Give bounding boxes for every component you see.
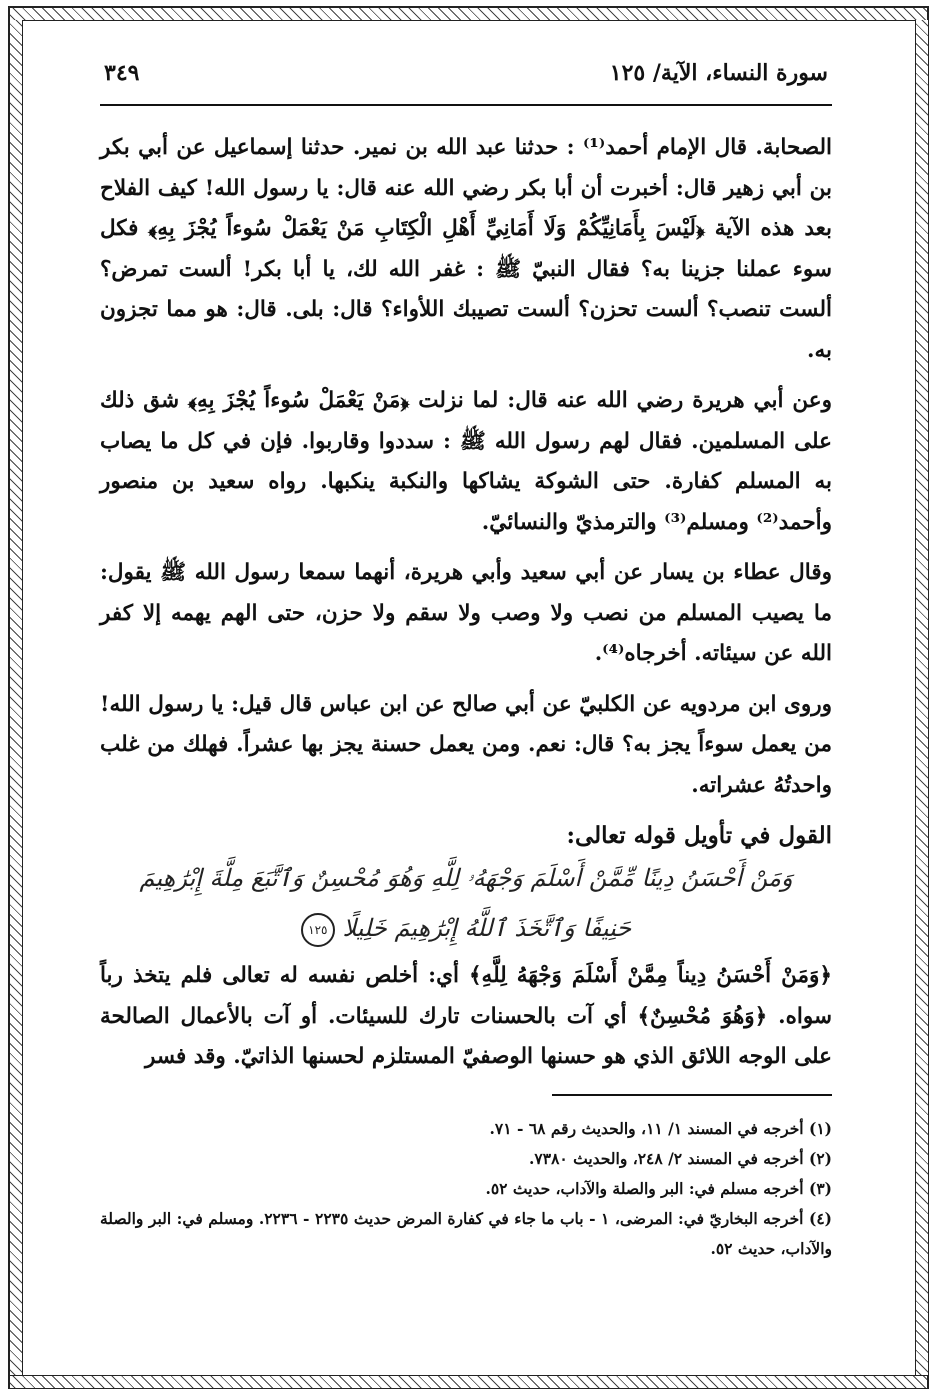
- section-heading: القول في تأويل قوله تعالى:: [566, 822, 832, 849]
- quran-verse-line-1: وَمَنْ أَحْسَنُ دِينًا مِّمَّنْ أَسْلَمَ وَجْهَهُۥ لِلَّهِ وَهُوَ مُحْسِنٌ وَٱتَّبَعَ مِلَّةَ إِبْرَٰهِيمَ: [139, 864, 793, 892]
- quran-verse-line-2: [100, 906, 832, 950]
- page-content: [100, 60, 832, 1264]
- paragraph-2: وعن أبي هريرة رضي الله عنه قال: لما نزلت ﴿مَنْ يَعْمَلْ سُوءاً يُجْزَ بِهِ﴾ شق ذلك على المسلمين. فقال لهم رسول الله ﷺ : سددوا وقاربوا. فإن في كل ما يصاب به المسلم كفارة. حتى الشوكة يشاكها والنكبة ينكبها. رواه سعيد بن منصور وأحمد⁽²⁾ ومسلم⁽³⁾ والترمذيّ والنسائيّ.: [100, 388, 832, 535]
- footnote-1: (١) أخرجه في المسند ١/ ١١، والحديث رقم ٦٨ - ٧١.: [489, 1118, 832, 1138]
- quran-verse-line-2-text: حَنِيفًا وَٱتَّخَذَ ٱللَّهُ إِبْرَٰهِيمَ خَلِيلًا: [342, 914, 632, 942]
- paragraph-5: ﴿وَمَنْ أَحْسَنُ دِيناً مِمَّنْ أَسْلَمَ وَجْهَهُ لِلَّهِ﴾ أي: أخلص نفسه له تعالى فلم يتخذ رباً سواه. ﴿وَهُوَ مُحْسِنٌ﴾ أي آت بالحسنات تارك للسيئات. أو آت بالأعمال الصالحة على الوجه اللائق الذي هو حسنها الوصفيّ المستلزم لحسنها الذاتيّ. وقد فسر: [100, 963, 832, 1069]
- ornamental-border-right: [915, 20, 928, 1375]
- paragraph-3: وقال عطاء بن يسار عن أبي سعيد وأبي هريرة، أنهما سمعا رسول الله ﷺ يقول: ما يصيب المسلم من نصب ولا وصب ولا سقم ولا حزن، حتى الهم يهمه إلا كفر الله عن سيئاته. أخرجاه⁽⁴⁾.: [100, 560, 832, 666]
- footnote-3: (٣) أخرجه مسلم في: البر والصلة والآداب، حديث ٥٢.: [485, 1178, 832, 1198]
- ornamental-border-top: [10, 8, 927, 21]
- running-title: سورة النساء، الآية/ ١٢٥: [609, 60, 828, 86]
- ornamental-border-bottom: [10, 1375, 927, 1388]
- paragraph-4: وروى ابن مردويه عن الكلبيّ عن أبي صالح عن ابن عباس قال قيل: يا رسول الله! من يعمل سوءاً يجز به؟ قال: نعم. ومن يعمل حسنة يجز بها عشراً. فهلك من غلب واحدتُهُ عشراته.: [100, 691, 832, 798]
- footnote-divider: [552, 1094, 832, 1096]
- ayah-number-icon: ١٢٥: [301, 913, 335, 947]
- footnote-4: (٤) أخرجه البخاريّ في: المرضى، ١ - باب ما جاء في كفارة المرض حديث ٢٢٣٥ - ٢٢٣٦. ومسلم في: البر والصلة والآداب، حديث ٥٢.: [100, 1208, 833, 1258]
- footnote-2: (٢) أخرجه في المسند ٢/ ٢٤٨، والحديث ٧٣٨٠.: [529, 1148, 832, 1168]
- running-header: [100, 60, 832, 106]
- page-number: ٣٤٩: [104, 60, 140, 86]
- ornamental-border-left: [10, 20, 23, 1375]
- paragraph-1: الصحابة. قال الإمام أحمد⁽¹⁾ : حدثنا عبد الله بن نمير. حدثنا إسماعيل عن أبي بكر بن أبي زهير قال: أخبرت أن أبا بكر رضي الله عنه قال: يا رسول الله! كيف الفلاح بعد هذه الآية ﴿لَيْسَ بِأَمَانِيِّكُمْ وَلَا أَمَانِيِّ أَهْلِ الْكِتَابِ مَنْ يَعْمَلْ سُوءاً يُجْزَ بِهِ﴾ فكل سوء عملنا جزينا به؟ فقال النبيّ ﷺ : غفر الله لك، يا أبا بكر! ألست تمرض؟ ألست تنصب؟ ألست تحزن؟ ألست تصيبك اللأواء؟ قال: بلى. قال: هو مما تجزون به.: [100, 135, 832, 363]
